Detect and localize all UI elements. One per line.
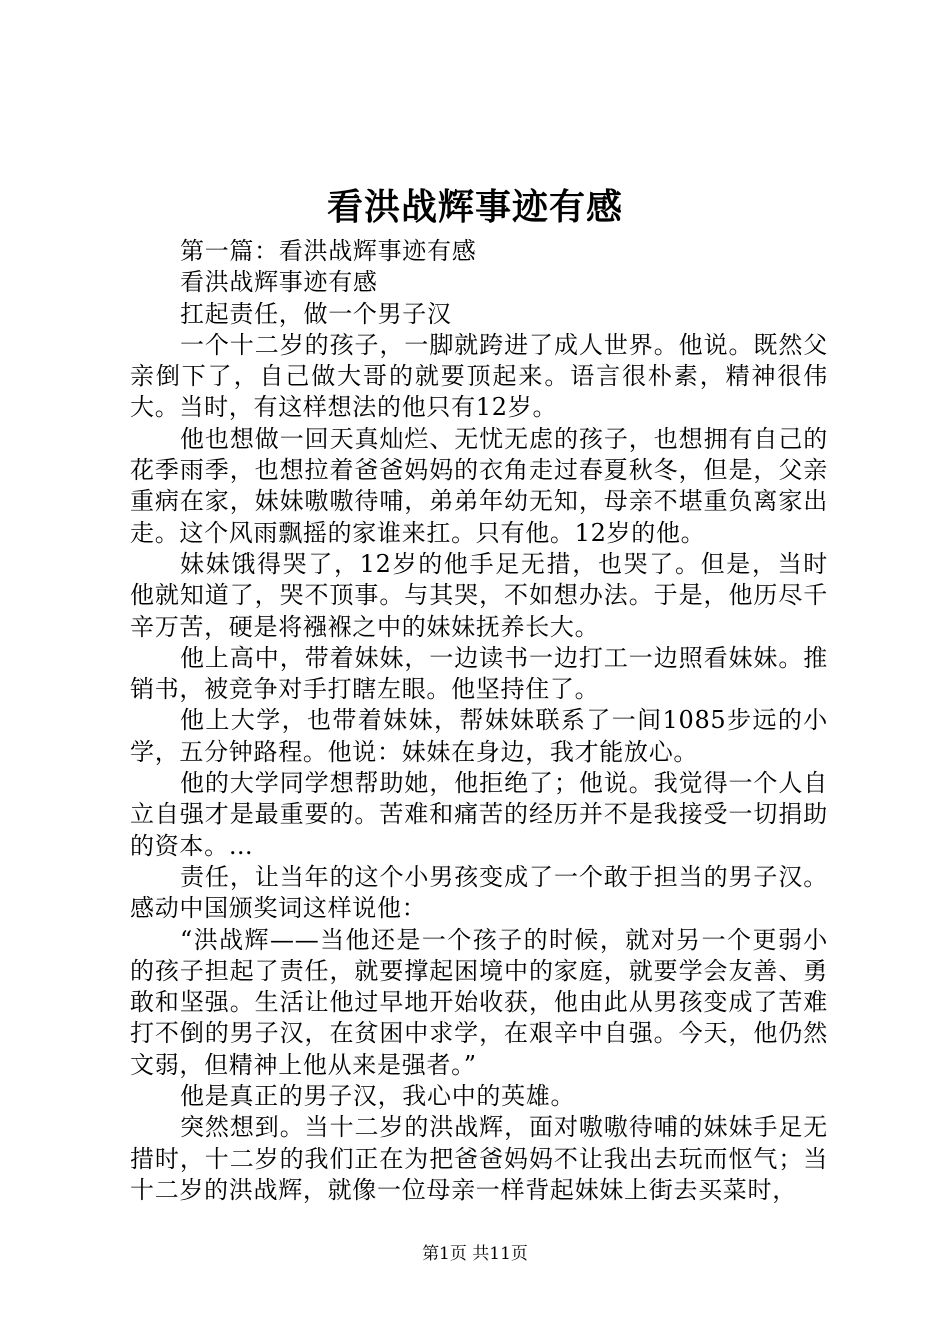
paragraph-subtitle: 看洪战辉事迹有感 <box>180 268 378 297</box>
document-title: 看洪战辉事迹有感 <box>326 186 623 228</box>
paragraph: 他上大学，也带着妹妹，帮妹妹联系了一间1085步远的小学，五分钟路程。他说：妹妹在身边，我才能放心。 <box>130 706 828 766</box>
paragraph: 一个十二岁的孩子，一脚就跨进了成人世界。他说。既然父亲倒下了，自己做大哥的就要顶起来。语言很朴素，精神很伟大。当时，有这样想法的他只有12岁。 <box>130 330 828 422</box>
paragraph-section-heading: 第一篇：看洪战辉事迹有感 <box>180 237 477 265</box>
paragraph: 他上高中，带着妹妹，一边读书一边打工一边照看妹妹。推销书，被竞争对手打瞎左眼。他坚持住了。 <box>130 643 828 704</box>
paragraph: 他是真正的男子汉，我心中的英雄。 <box>180 1082 576 1111</box>
paragraph: 他的大学同学想帮助她，他拒绝了；他说。我觉得一个人自立自强才是最重要的。苦难和痛苦的经历并不是我接受一切捐助的资本。… <box>130 769 828 860</box>
paragraph: 他也想做一回天真灿烂、无忧无虑的孩子，也想拥有自己的花季雨季，也想拉着爸爸妈妈的衣角走过春夏秋冬，但是，父亲重病在家，妹妹嗷嗷待哺，弟弟年幼无知，母亲不堪重负离家出走。这个风雨飘摇的家谁来扛。只有他。12岁的他。 <box>130 424 828 547</box>
paragraph-slogan: 扛起责任，做一个男子汉 <box>180 299 452 328</box>
paragraph: 妹妹饿得哭了，12岁的他手足无措，也哭了。但是，当时他就知道了，哭不顶事。与其哭，不如想办法。于是，他历尽千辛万苦，硬是将襁褓之中的妹妹抚养长大。 <box>130 549 828 641</box>
paragraph: 突然想到。当十二岁的洪战辉，面对嗷嗷待哺的妹妹手足无措时，十二岁的我们正在为把爸爸妈妈不让我出去玩而怄气；当十二岁的洪战辉，就像一位母亲一样背起妹妹上街去买菜时， <box>130 1113 828 1204</box>
document-body <box>130 236 828 1206</box>
page-number-footer: 第1页 共11页 <box>422 1244 528 1264</box>
paragraph: 责任，让当年的这个小男孩变成了一个敢于担当的男子汉。感动中国颁奖词这样说他： <box>130 862 828 923</box>
paragraph-quote: “洪战辉——当他还是一个孩子的时候，就对另一个更弱小的孩子担起了责任，就要撑起困境中的家庭，就要学会友善、勇敢和坚强。生活让他过早地开始收获，他由此从男孩变成了苦难打不倒的男子汉，在贫困中求学，在艰辛中自强。今天，他仍然文弱，但精神上他从来是强者。” <box>130 925 828 1079</box>
